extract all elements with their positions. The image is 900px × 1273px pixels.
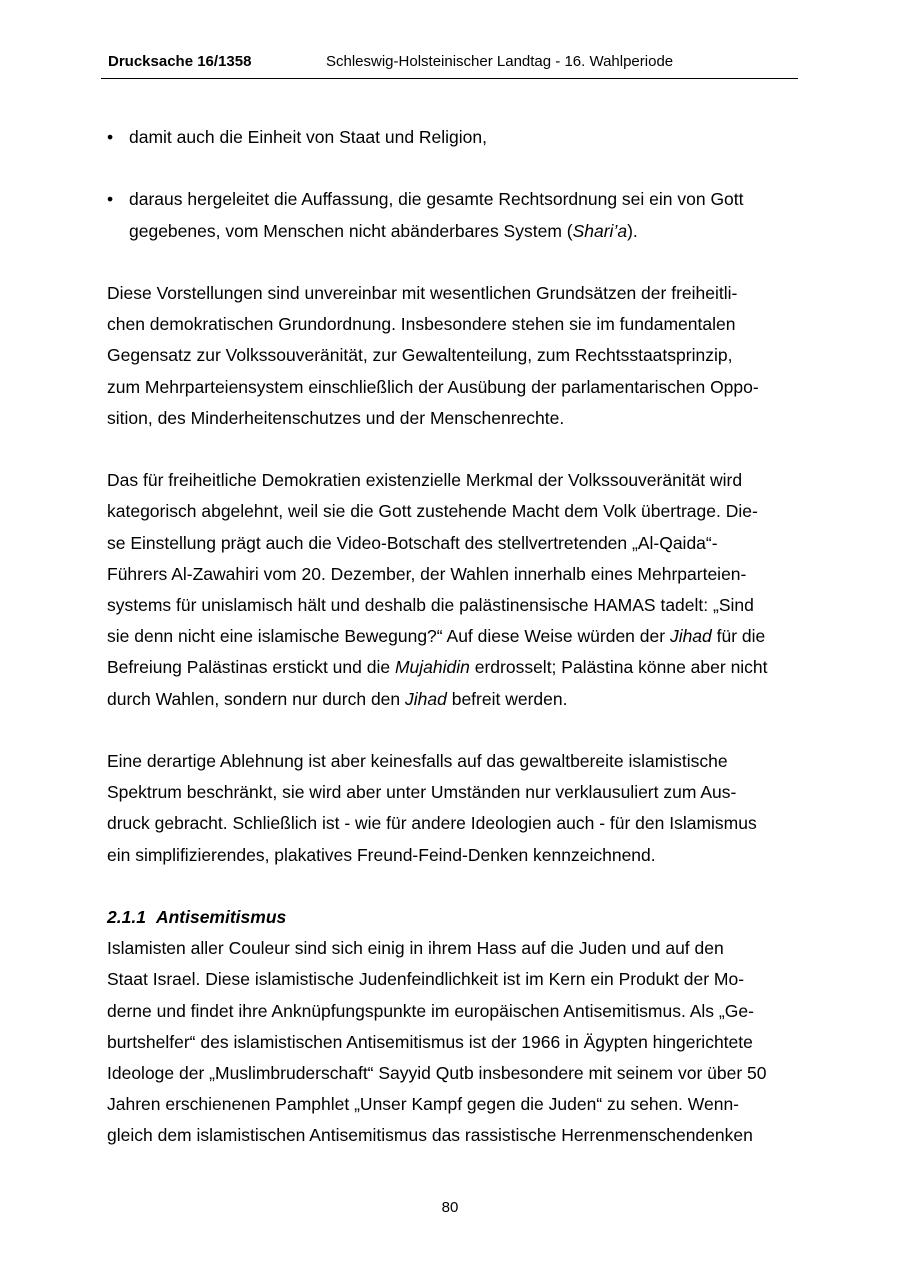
text-line: Islamisten aller Couleur sind sich einig in ihrem Hass auf die Juden und auf den xyxy=(107,938,724,959)
italic-term: Mujahidin xyxy=(394,657,470,678)
text-line: Das für freiheitliche Demokratien existenzielle Merkmal der Volkssouveränität wird xyxy=(107,470,743,491)
body-content xyxy=(107,122,797,1152)
text-line: Gegensatz zur Volkssouveränität, zur Gewaltenteilung, zum Rechtsstaatsprinzip, xyxy=(107,345,733,366)
italic-term: Jihad xyxy=(669,626,712,647)
text-line: damit auch die Einheit von Staat und Religion, xyxy=(129,127,488,147)
section-title: Antisemitismus xyxy=(155,907,287,927)
text-line: Führers Al-Zawahiri vom 20. Dezember, der Wahlen innerhalb eines Mehrparteien- xyxy=(107,563,747,584)
text-line: Eine derartige Ablehnung ist aber keinesfalls auf das gewaltbereite islamistische xyxy=(107,751,728,771)
italic-term: Shari’a xyxy=(572,220,628,241)
text-line: druck gebracht. Schließlich ist - wie für andere Ideologien auch - für den Islamismus xyxy=(107,813,757,834)
text-line: burtshelfer“ des islamistischen Antisemitismus ist der 1966 in Ägypten hingerichtete xyxy=(107,1031,753,1052)
bullet-dot-icon: • xyxy=(107,189,114,210)
paragraph-2 xyxy=(107,465,797,715)
text-line: sition, des Minderheitenschutzes und der Menschenrechte. xyxy=(107,407,565,428)
text-line: systems für unislamisch hält und deshalb die palästinensische HAMAS tadelt: „Sind xyxy=(107,595,754,615)
text-line: zum Mehrparteiensystem einschließlich der Ausübung der parlamentarischen Oppo- xyxy=(107,376,759,397)
paragraph-4 xyxy=(107,933,797,1151)
section-number: 2.1.1 xyxy=(107,907,146,927)
text-line: Ideologe der „Muslimbruderschaft“ Sayyid Qutb insbesondere mit seinem vor über 50 xyxy=(107,1063,767,1084)
bullet-list xyxy=(107,122,797,247)
text-line: Spektrum beschränkt, sie wird aber unter Umständen nur verklausuliert zum Aus- xyxy=(107,782,737,803)
text-line: gegebenes, vom Menschen nicht abänderbares System (Shari’a). xyxy=(129,220,638,241)
page-header xyxy=(101,50,798,79)
text-line: ein simplifizierendes, plakatives Freund-Feind-Denken kennzeichnend. xyxy=(107,844,656,865)
text-line: Jahren erschienenen Pamphlet „Unser Kampf gegen die Juden“ zu sehen. Wenn- xyxy=(107,1094,739,1115)
text-line: Diese Vorstellungen sind unvereinbar mit wesentlichen Grundsätzen der freiheitli- xyxy=(107,282,738,303)
document-number: Drucksache 16/1358 xyxy=(108,53,252,70)
paragraph-3 xyxy=(107,746,797,871)
text-line: kategorisch abgelehnt, weil sie die Gott zustehende Macht dem Volk übertrage. Die- xyxy=(107,501,758,522)
bullet-item xyxy=(107,122,797,153)
bullet-item xyxy=(107,184,797,246)
text-line: Befreiung Palästinas erstickt und die Mujahidin erdrosselt; Palästina könne aber nicht xyxy=(107,657,768,678)
text-line: durch Wahlen, sondern nur durch den Jihad befreit werden. xyxy=(107,688,568,709)
text-line: Staat Israel. Diese islamistische Judenfeindlichkeit ist im Kern ein Produkt der Mo- xyxy=(107,969,745,990)
header-title: Schleswig-Holsteinischer Landtag - 16. Wahlperiode xyxy=(326,53,674,70)
text-line: chen demokratischen Grundordnung. Insbesondere stehen sie im fundamentalen xyxy=(107,314,736,335)
bullet-dot-icon: • xyxy=(107,127,114,147)
paragraph-1 xyxy=(107,278,797,434)
page-number: 80 xyxy=(441,1199,459,1216)
text-line: derne und findet ihre Anknüpfungspunkte im europäischen Antisemitismus. Als „Ge- xyxy=(107,1000,754,1021)
text-line: gleich dem islamistischen Antisemitismus das rassistische Herrenmenschendenken xyxy=(107,1125,753,1146)
italic-term: Jihad xyxy=(405,688,447,709)
text-line: daraus hergeleitet die Auffassung, die gesamte Rechtsordnung sei ein von Gott xyxy=(129,189,744,210)
section-heading xyxy=(107,902,797,933)
text-line: sie denn nicht eine islamische Bewegung?“ Auf diese Weise würden der Jihad für die xyxy=(107,626,766,647)
text-line: se Einstellung prägt auch die Video-Botschaft des stellvertretenden „Al-Qaida“- xyxy=(107,532,718,553)
